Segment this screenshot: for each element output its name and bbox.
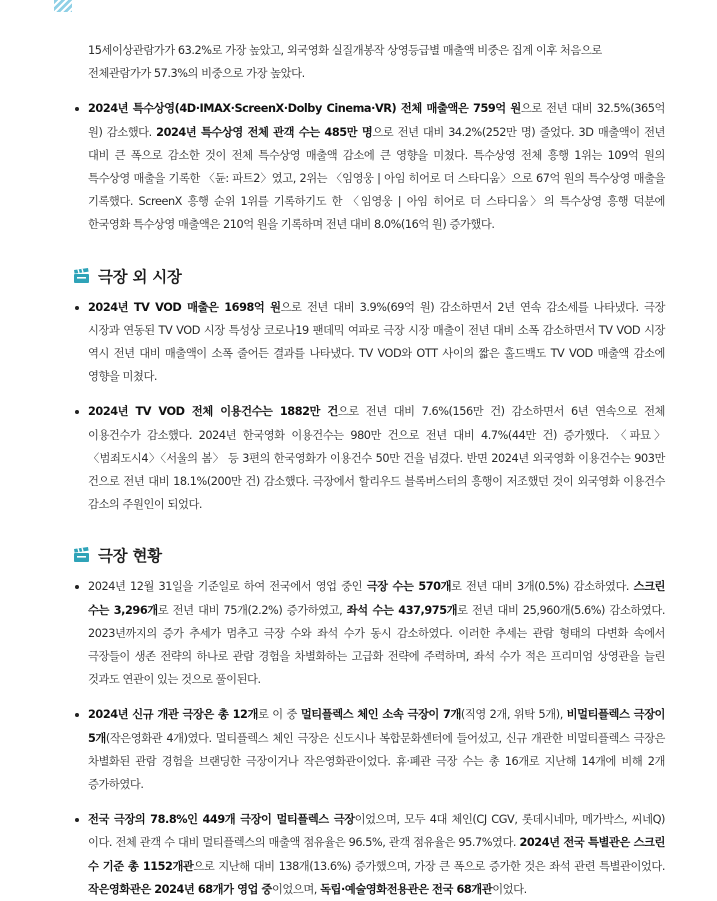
new-theater-text-1: 로 이 중 — [257, 708, 301, 722]
multiplex-text-1: 이었으며, 모두 4대 체인(CJ CGV, 롯데시네마, 메가박스, 씨네Q)이다. 전체 관객 수 대비 멀티플렉스의 매출액 점유율은 96.5%, 관객 점유율은 95.7%였다. — [88, 813, 665, 850]
outside-market-list — [0, 296, 717, 517]
new-theater-text-3: (작은영화관 4개)였다. 멀티플렉스 체인 극장은 신도시나 복합문화센터에 들어섰고, 신규 개관한 비멀티플렉스 극장은 차별화된 관람 경험을 브랜딩한 극장이거나 작은영화관이었다. 휴·폐관 극장 수는 총 16개로 지난해 14개에 비해 2개 증가하였다. — [88, 731, 665, 792]
section-title-outside-market: 극장 외 시장 — [98, 267, 182, 286]
section-title-theater-status: 극장 현황 — [98, 547, 162, 566]
new-theater-bullet — [0, 703, 717, 796]
theater-count-text-3: 로 전년 대비 75개(2.2%) 증가하였고, — [157, 603, 347, 617]
special-sales-text: 으로 전년 대비 32.5%(365억 원) 감소했다. — [88, 102, 665, 139]
multiplex-new-highlight: 멀티플렉스 체인 소속 극장이 7개 — [300, 708, 461, 722]
section-heading-outside-market — [0, 265, 717, 287]
screen-count-highlight: 스크린 수는 3,296개 — [88, 580, 665, 617]
clapperboard-icon — [73, 547, 90, 563]
special-hall-highlight: 2024년 전국 특별관은 스크린 수 기준 총 1152개관 — [88, 836, 665, 873]
theater-count-highlight: 극장 수는 570개 — [366, 580, 452, 594]
section-heading-theater-status — [0, 544, 717, 566]
intro-line-2: 전체관람가가 57.3%의 비중으로 가장 높았다. — [88, 67, 305, 81]
multiplex-text-4: 이었다. — [492, 882, 527, 896]
theater-count-bullet — [0, 575, 717, 691]
tv-vod-usage-highlight: 2024년 TV VOD 전체 이용건수는 1882만 건 — [88, 405, 338, 419]
tv-vod-sales-highlight: 2024년 TV VOD 매출은 1698억 원 — [88, 300, 281, 314]
tv-vod-usage-text: 으로 전년 대비 7.6%(156만 건) 감소하면서 6년 연속으로 전체 이용건수가 감소했다. 2024년 한국영화 이용건수는 980만 건으로 전년 대비 4.7%(44만 건) 증가했다. 〈파묘〉〈범죄도시4〉〈서울의 봄〉 등 3편의 한국영화가 이용건수 50만 건을 넘겼다. 반면 2024년 외국영화 이용건수는 903만 건으로 전년 대비 18.1%(200만 건) 감소했다. 극장에서 할리우드 블록버스터의 흥행이 저조했던 것이 외국영화 이용건수 감소의 주원인이 되었다. — [88, 405, 665, 512]
multiplex-text-3: 이었으며, — [271, 882, 321, 896]
intro-paragraph — [0, 0, 717, 85]
special-audience-text: 으로 전년 대비 34.2%(252만 명) 줄었다. 3D 매출액이 전년 대비 큰 폭으로 감소한 것이 전체 특수상영 매출액 감소에 큰 영향을 미쳤다. 특수상영 전체 흥행 1위는 109억 원의 특수상영 매출을 기록한 〈듄: 파트2〉였고, 2위는 〈임영웅 | 아임 히어로 더 스타디움〉으로 67억 원의 특수상영 매출을 기록했다. ScreenX 흥행 순위 1위를 기록하기도 한 〈임영웅 | 아임 히어로 더 스타디움〉의 특수상영 흥행 덕분에 한국영화 특수상영 매출액은 210억 원을 기록하며 전년 대비 8.0%(16억 원) 증가했다. — [88, 125, 666, 232]
intro-line-1: 15세이상관람가가 63.2%로 가장 높았고, 외국영화 실질개봉작 상영등급별 매출액 비중은 집계 이후 처음으로 — [88, 44, 602, 57]
theater-status-list — [0, 575, 717, 901]
multiplex-text-2: 으로 지난해 대비 138개(13.6%) 증가했으며, 가장 큰 폭으로 증가한 것은 좌석 관련 특별관이었다. — [193, 859, 665, 873]
special-audience-highlight: 2024년 특수상영 전체 관객 수는 485만 명 — [156, 125, 373, 139]
small-cinema-highlight: 작은영화관은 2024년 68개가 영업 중 — [88, 882, 272, 896]
new-theater-highlight: 2024년 신규 개관 극장은 총 12개 — [88, 708, 258, 722]
tv-vod-usage-bullet — [0, 400, 717, 516]
clapperboard-icon — [73, 268, 90, 284]
tv-vod-sales-text: 으로 전년 대비 3.9%(69억 원) 감소하면서 2년 연속 감소세를 나타냈다. 극장 시장과 연동된 TV VOD 시장 특성상 코로나19 팬데믹 여파로 극장 시장 매출이 전년 대비 소폭 감소하면서 TV VOD 시장 역시 전년 대비 매출액이 소폭 줄어든 결과를 나타냈다. TV VOD와 OTT 사이의 짧은 홀드백도 TV VOD 매출액 감소에 영향을 미쳤다. — [88, 300, 665, 384]
seat-count-highlight: 좌석 수는 437,975개 — [346, 603, 458, 617]
special-screening-list — [0, 97, 717, 236]
non-multiplex-new-highlight: 비멀티플렉스 극장이 5개 — [88, 708, 666, 745]
theater-count-text-4: 로 전년 대비 25,960개(5.6%) 감소하였다. 2023년까지의 증가 추세가 멈추고 극장 수와 좌석 수가 동시 감소하였다. 이러한 추세는 관람 형태의 다변화 속에서 극장들이 생존 전략의 하나로 관람 경험을 차별화하는 고급화 전략에 주력하며, 좌석 수가 적은 프리미엄 상영관을 늘린 것과도 연관이 있는 것으로 풀이된다. — [88, 603, 665, 687]
indie-cinema-highlight: 독립·예술영화전용관은 전국 68개관 — [320, 882, 493, 896]
multiplex-share-highlight: 전국 극장의 78.8%인 449개 극장이 멀티플렉스 극장 — [88, 813, 355, 827]
new-theater-text-2: (직영 2개, 위탁 5개), — [460, 708, 567, 722]
special-screening-bullet — [0, 97, 717, 236]
theater-count-text-2: 로 전년 대비 3개(0.5%) 감소하였다. — [451, 580, 634, 594]
tv-vod-sales-bullet — [0, 296, 717, 389]
special-sales-highlight: 2024년 특수상영(4D·IMAX·ScreenX·Dolby Cinema·VR) 전체 매출액은 759억 원 — [88, 102, 521, 116]
theater-count-text-1: 2024년 12월 31일을 기준일로 하여 전국에서 영업 중인 — [88, 580, 367, 594]
